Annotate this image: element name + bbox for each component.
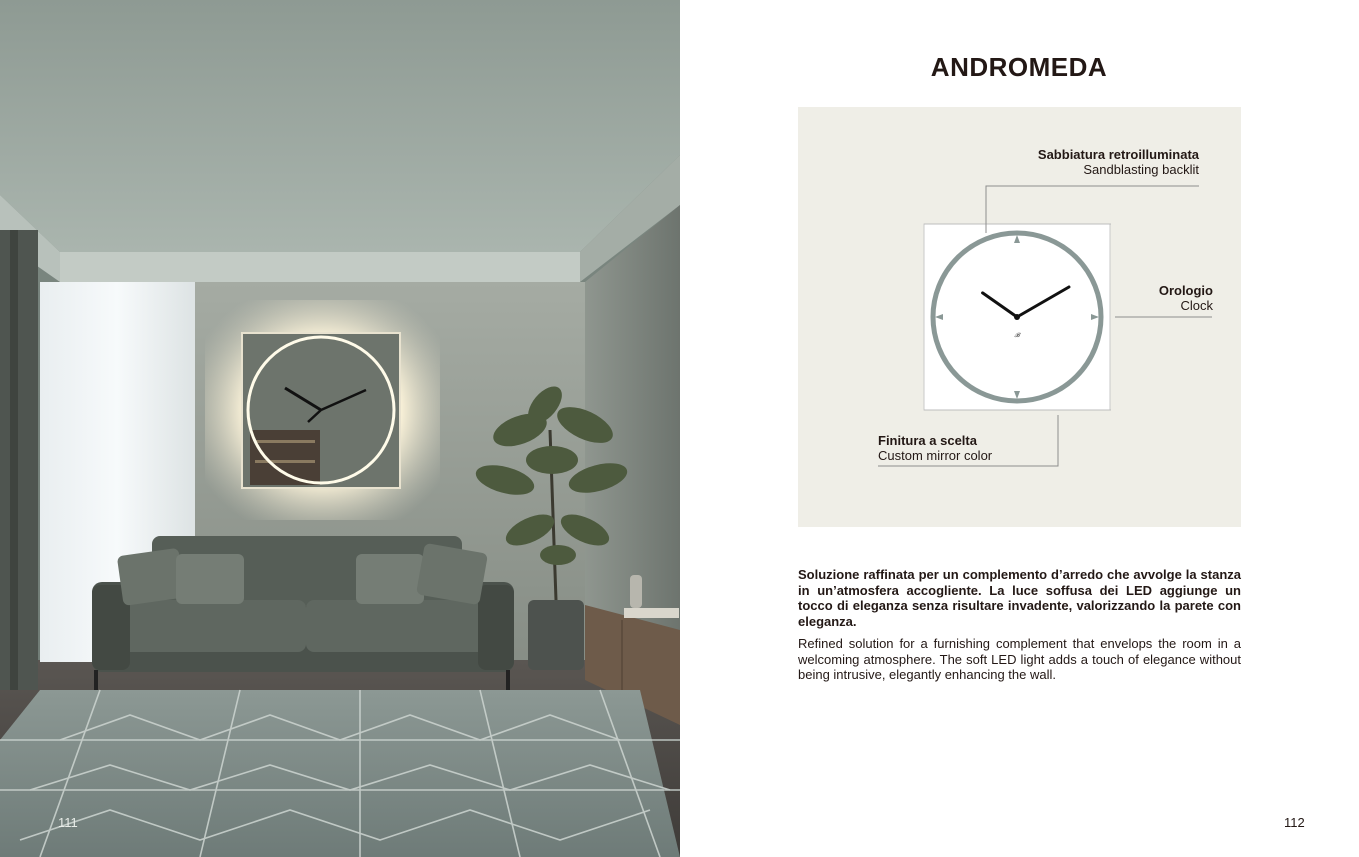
callout-finish-it: Finitura a scelta (878, 433, 977, 448)
callout-finish-en: Custom mirror color (878, 448, 993, 463)
callout-clock (1159, 283, 1213, 313)
callout-clock-en: Clock (1180, 298, 1213, 313)
description-italian: Soluzione raffinata per un complemento d’arredo che avvolge la stanza in un’atmosfera accogliente. La luce soffusa dei LED aggiunge un tocco di eleganza senza risultare invadente, valorizzando la parete con eleganza. (798, 567, 1241, 629)
description-english: Refined solution for a furnishing complement that envelops the room in a welcoming atmosphere. The soft LED light adds a touch of elegance without being intrusive, elegantly enhancing the wall. (798, 636, 1241, 682)
callout-backlit (1038, 147, 1199, 177)
callout-clock-it: Orologio (1158, 283, 1213, 298)
callout-backlit-en: Sandblasting backlit (1083, 162, 1199, 177)
callout-finish (878, 433, 992, 463)
page-number-left: 111 (58, 815, 78, 830)
product-diagram (798, 107, 1241, 527)
right-page (680, 0, 1359, 857)
product-title: ANDROMEDA (930, 52, 1108, 82)
brand-mark: 𝓑 (1014, 332, 1020, 339)
callout-backlit-it: Sabbiatura retroilluminata (1037, 147, 1199, 162)
page-number-right: 112 (1284, 815, 1305, 830)
